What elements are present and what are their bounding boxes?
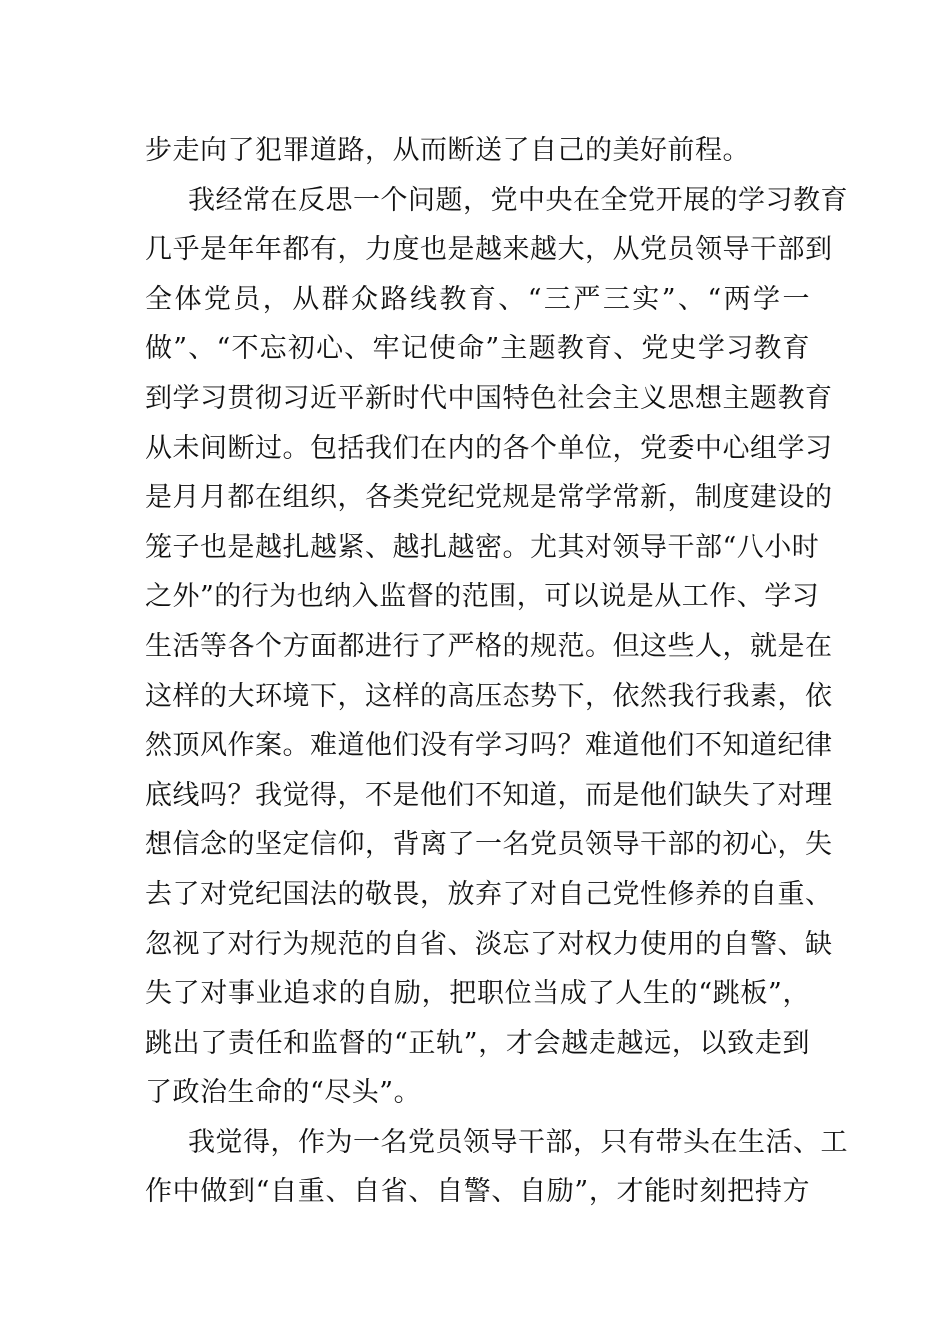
text-line: 几乎是年年都有，力度也是越来越大，从党员领导干部到 <box>145 234 833 266</box>
document-body <box>145 126 848 1217</box>
text-line: 然顶风作案。难道他们没有学习吗？难道他们不知道纪律 <box>145 730 833 762</box>
text-line: 想信念的坚定信仰，背离了一名党员领导干部的初心，失 <box>145 829 833 861</box>
text-line: 之外”的行为也纳入监督的范围，可以说是从工作、学习 <box>145 581 820 613</box>
text-line: 从未间断过。包括我们在内的各个单位，党委中心组学习 <box>145 432 833 464</box>
text-line: 这样的大环境下，这样的高压态势下，依然我行我素，依 <box>145 680 833 712</box>
text-line: 做”、“不忘初心、牢记使命”主题教育、党史学习教育 <box>145 333 810 365</box>
text-line: 笼子也是越扎越紧、越扎越密。尤其对领导干部“八小时 <box>145 531 820 563</box>
text-line: 跳出了责任和监督的“正轨”，才会越走越远，以致走到 <box>145 1027 810 1059</box>
paragraph-first-line: 我觉得，作为一名党员领导干部，只有带头在生活、工 <box>188 1126 848 1158</box>
text-line: 底线吗？我觉得，不是他们不知道，而是他们缺失了对理 <box>145 779 833 811</box>
text-line: 忽视了对行为规范的自省、淡忘了对权力使用的自警、缺 <box>145 928 833 960</box>
text-line: 了政治生命的“尽头”。 <box>145 1077 422 1109</box>
text-line: 去了对党纪国法的敬畏，放弃了对自己党性修养的自重、 <box>145 878 833 910</box>
text-line: 步走向了犯罪道路，从而断送了自己的美好前程。 <box>145 135 750 166</box>
text-line: 全体党员，从群众路线教育、“三严三实”、“两学一 <box>145 283 810 315</box>
text-line: 失了对事业追求的自励，把职位当成了人生的“跳板”， <box>145 978 810 1010</box>
text-line: 是月月都在组织，各类党纪党规是常学常新，制度建设的 <box>145 482 833 514</box>
text-line: 生活等各个方面都进行了严格的规范。但这些人，就是在 <box>145 630 833 662</box>
text-line: 到学习贯彻习近平新时代中国特色社会主义思想主题教育 <box>145 382 833 414</box>
text-line: 作中做到“自重、自省、自警、自励”，才能时刻把持方 <box>145 1176 810 1208</box>
paragraph-first-line: 我经常在反思一个问题，党中央在全党开展的学习教育 <box>188 184 848 216</box>
